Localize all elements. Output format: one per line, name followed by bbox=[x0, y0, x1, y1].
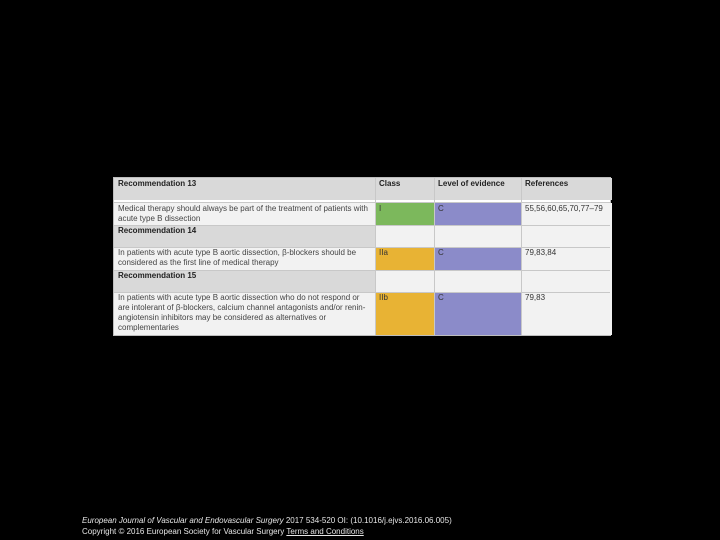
journal-title: European Journal of Vascular and Endovascular Surgery bbox=[82, 516, 284, 525]
header-references: References bbox=[521, 178, 612, 200]
recommendation-14-text: In patients with acute type B aortic dissection, β-blockers should be considered as the first line of medical therapy bbox=[114, 247, 375, 270]
recommendation-15-heading: Recommendation 15 bbox=[114, 270, 375, 292]
header-level-of-evidence: Level of evidence bbox=[434, 178, 521, 200]
recommendation-14-spacer bbox=[375, 225, 612, 247]
recommendation-table bbox=[113, 177, 611, 336]
divider bbox=[434, 178, 435, 335]
recommendation-13-text: Medical therapy should always be part of the treatment of patients with acute type B dissection bbox=[114, 203, 375, 225]
class-badge-iib: IIb bbox=[375, 292, 434, 335]
copyright-text: Copyright © 2016 European Society for Vascular Surgery bbox=[82, 527, 287, 536]
level-badge-c: C bbox=[434, 292, 521, 335]
recommendation-14-heading: Recommendation 14 bbox=[114, 225, 375, 247]
citation-line bbox=[82, 515, 452, 526]
citation-footer bbox=[82, 515, 452, 537]
references-row-3: 79,83 bbox=[521, 292, 612, 335]
divider bbox=[521, 178, 522, 335]
class-badge-i: I bbox=[375, 203, 434, 225]
recommendation-15-text: In patients with acute type B aortic dissection who do not respond or are intolerant of β-blockers, calcium channel antagonists and/or renin-angiotensin inhibitors may be considered as alternatives or complementaries bbox=[114, 292, 375, 335]
header-class: Class bbox=[375, 178, 434, 200]
divider bbox=[114, 202, 610, 203]
divider bbox=[114, 292, 610, 293]
copyright-line bbox=[82, 526, 452, 537]
references-row-2: 79,83,84 bbox=[521, 247, 612, 270]
citation-details: 2017 534-520 OI: (10.1016/j.ejvs.2016.06.005) bbox=[283, 516, 452, 525]
terms-and-conditions-link[interactable]: Terms and Conditions bbox=[286, 527, 364, 536]
level-badge-c: C bbox=[434, 203, 521, 225]
divider bbox=[114, 247, 610, 248]
class-badge-iia: IIa bbox=[375, 247, 434, 270]
level-badge-c: C bbox=[434, 247, 521, 270]
divider bbox=[114, 270, 610, 271]
divider bbox=[114, 225, 610, 226]
header-recommendation-13: Recommendation 13 bbox=[114, 178, 375, 200]
divider bbox=[375, 178, 376, 335]
recommendation-15-spacer bbox=[375, 270, 612, 292]
references-row-1: 55,56,60,65,70,77–79 bbox=[521, 203, 612, 225]
